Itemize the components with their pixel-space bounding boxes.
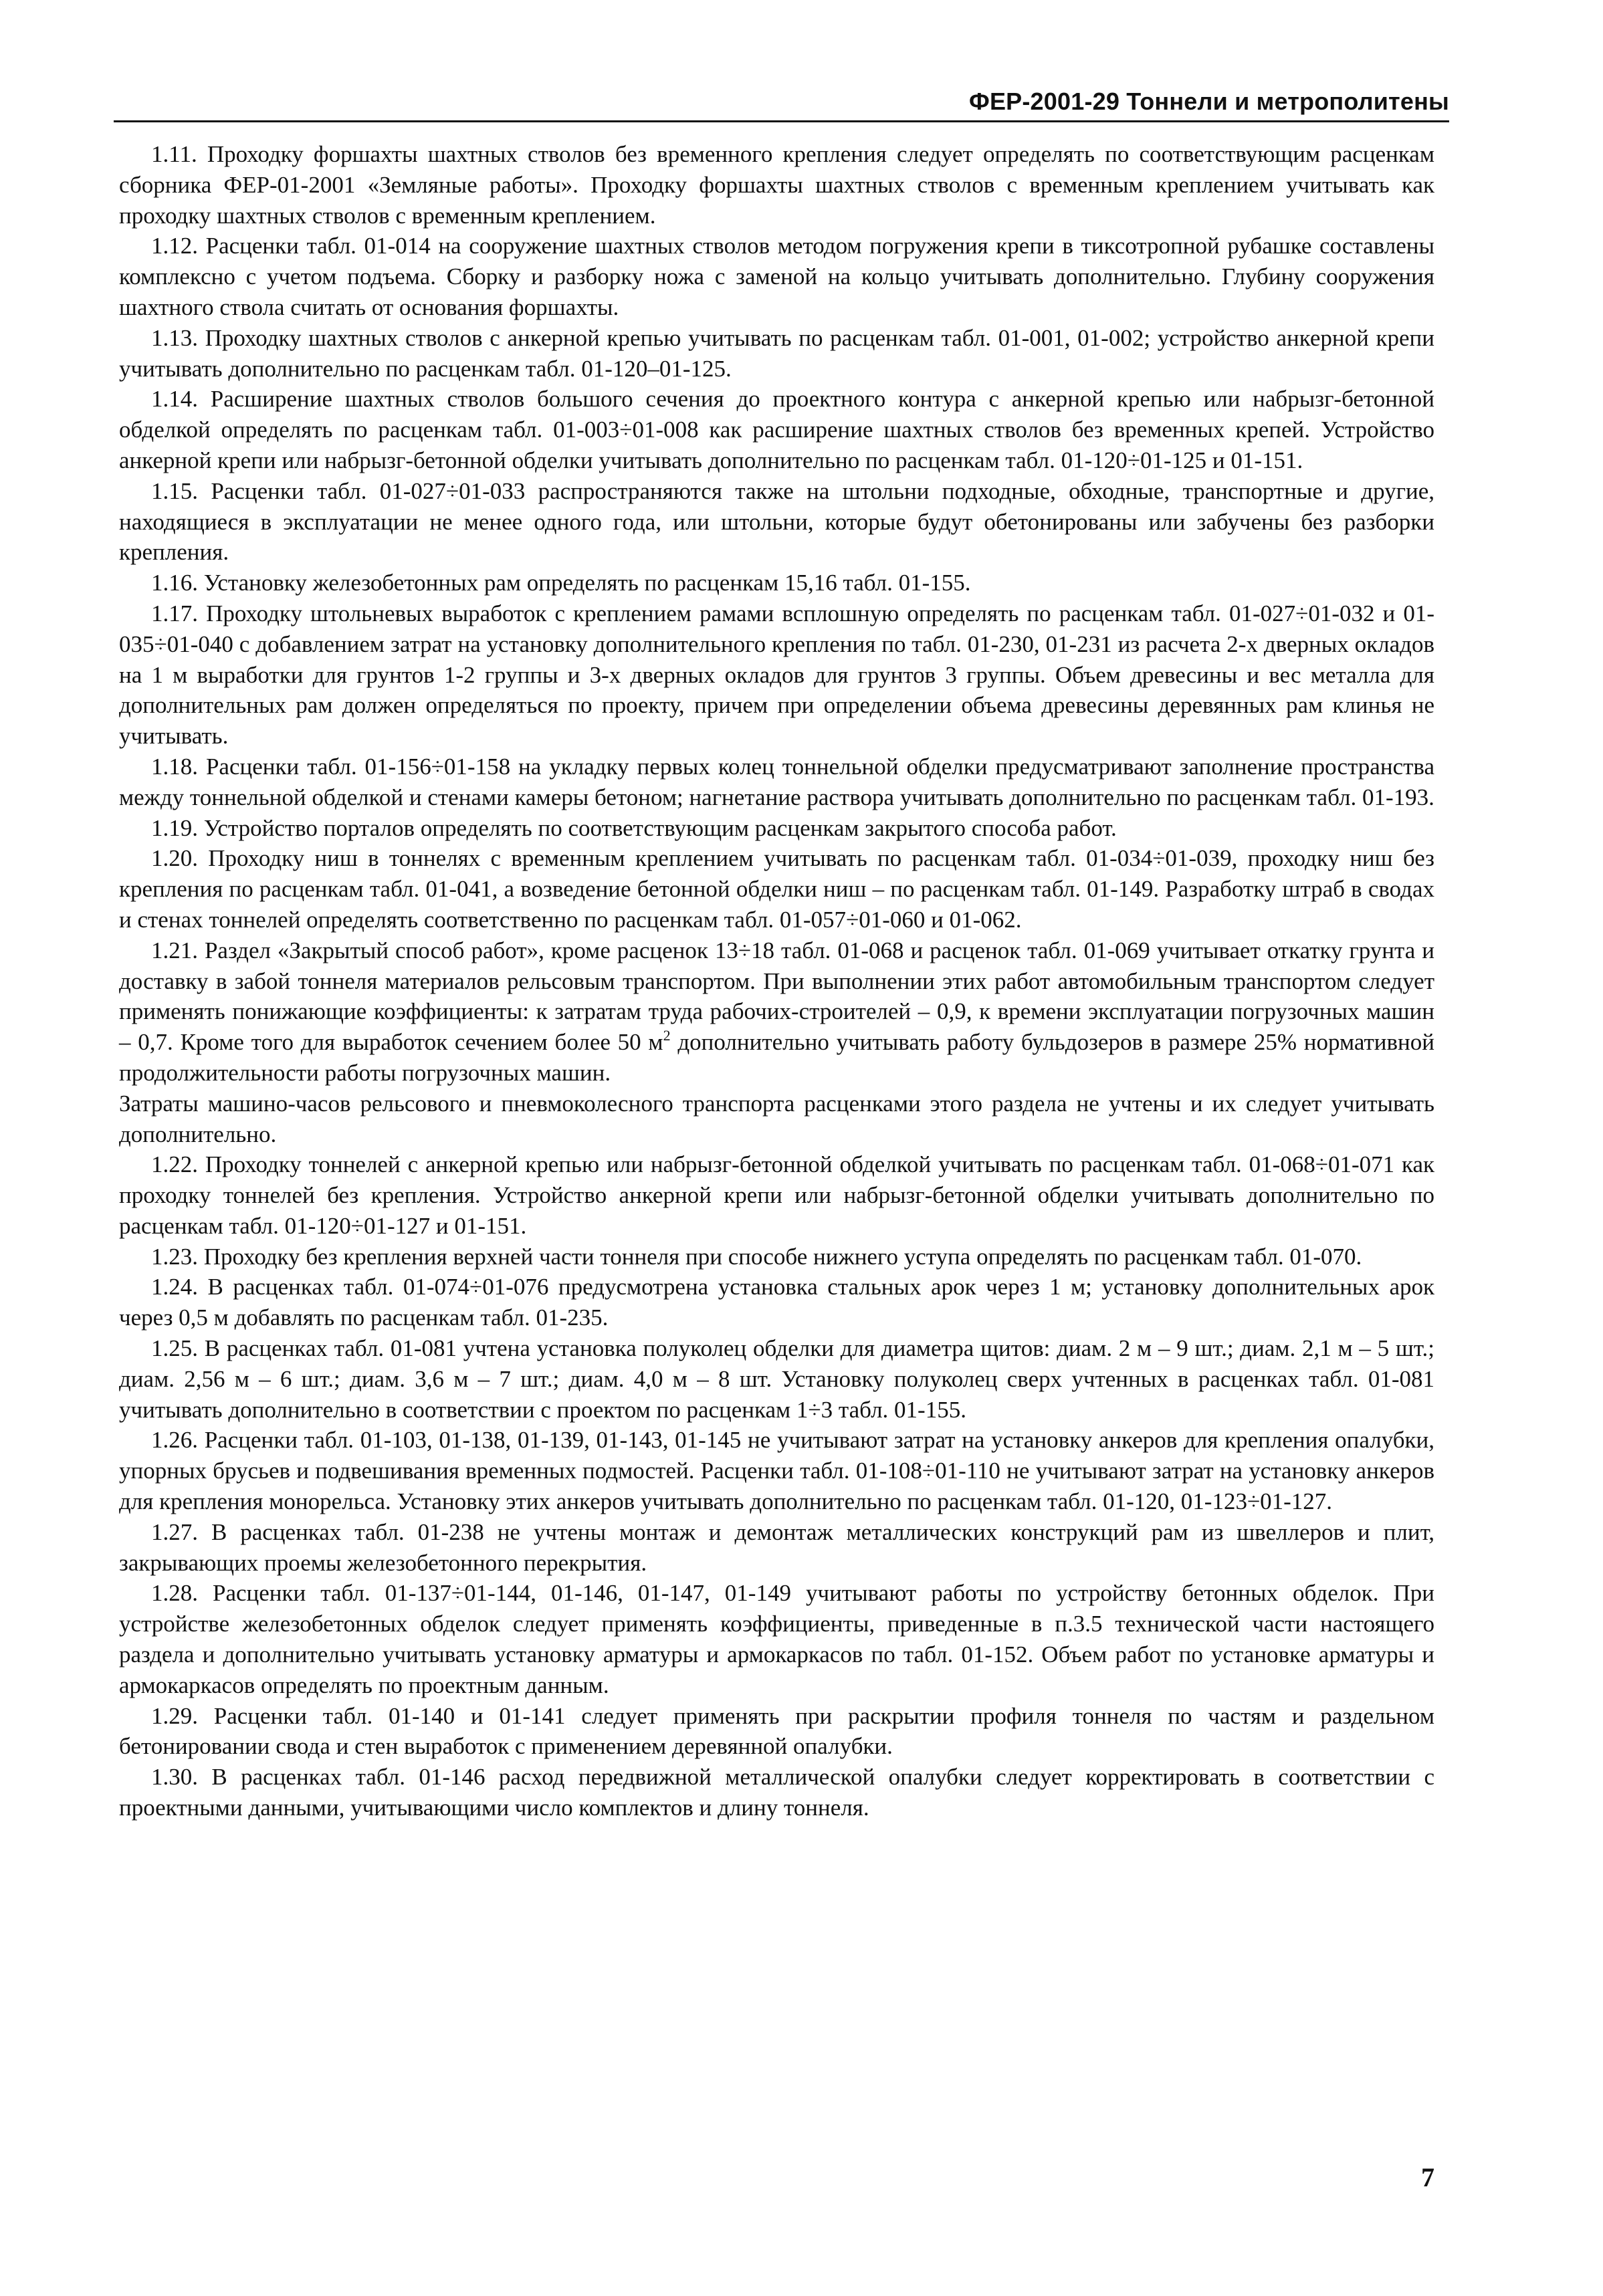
header-rule bbox=[114, 120, 1449, 122]
paragraph-1-13: 1.13. Проходку шахтных стволов с анкерной крепью учитывать по расценкам табл. 01-001, 01-002; устройство анкерной крепи учитывать дополнительно по расценкам табл. 01-120–01-125. bbox=[119, 324, 1434, 382]
paragraph-1-14: 1.14. Расширение шахтных стволов большого сечения до проектного контура с анкерной крепью или набрызг-бетонной обделкой определять по расценкам табл. 01-003÷01-008 как расширение шахтных стволов без временных крепей. Устройство анкерной крепи или набрызг-бетонной обделки учитывать дополнительно по расценкам табл. 01-120÷01-125 и 01-151. bbox=[119, 386, 1434, 473]
paragraph-1-29: 1.29. Расценки табл. 01-140 и 01-141 следует применять при раскрытии профиля тоннеля по частям и раздельном бетонировании свода и стен выработок с применением деревянной опалубки. bbox=[119, 1702, 1434, 1760]
paragraph-1-27: 1.27. В расценках табл. 01-238 не учтены монтаж и демонтаж металлических конструкций рам из швеллеров и плит, закрывающих проемы железобетонного перекрытия. bbox=[119, 1518, 1434, 1576]
paragraph-1-22: 1.22. Проходку тоннелей с анкерной крепью или набрызг-бетонной обделкой учитывать по расценкам табл. 01-068÷01-071 как проходку тоннелей без крепления. Устройство анкерной крепи или набрызг-бетонной обделки учитывать дополнительно по расценкам табл. 01-120÷01-127 и 01-151. bbox=[119, 1151, 1434, 1239]
paragraph-1-24: 1.24. В расценках табл. 01-074÷01-076 предусмотрена установка стальных арок через 1 м; установку дополнительных арок через 0,5 м добавлять по расценкам табл. 01-235. bbox=[119, 1274, 1434, 1331]
paragraph-1-19: 1.19. Устройство порталов определять по соответствующим расценкам закрытого способа работ. bbox=[151, 814, 1117, 841]
paragraph-1-26: 1.26. Расценки табл. 01-103, 01-138, 01-139, 01-143, 01-145 не учитывают затрат на установку анкеров для крепления опалубки, упорных брусьев и подвешивания временных подмостей. Расценки табл. 01-108÷01-110 не учитывают затрат на установку анкеров для крепления монорельса. Установку этих анкеров учитывать дополнительно по расценкам табл. 01-120, 01-123÷01-127. bbox=[119, 1427, 1434, 1515]
paragraph-1-21-continuation: Затраты машино-часов рельсового и пневмоколесного транспорта расценками этого раздела не учтены и их следует учитывать дополнительно. bbox=[119, 1090, 1434, 1147]
paragraph-1-17: 1.17. Проходку штольневых выработок с креплением рамами всплошную определять по расценкам табл. 01-027÷01-032 и 01-035÷01-040 с добавлением затрат на установку дополнительного крепления по табл. 01-230, 01-231 из расчета 2-х дверных окладов на 1 м выработки для грунтов 1-2 группы и 3-х дверных окладов для грунтов 3 группы. Объем древесины и вес металла для дополнительных рам должен определяться по проекту, причем при определении объема древесины деревянных рам клинья не учитывать. bbox=[119, 600, 1434, 750]
paragraph-1-28: 1.28. Расценки табл. 01-137÷01-144, 01-146, 01-147, 01-149 учитывают работы по устройству бетонных обделок. При устройстве железобетонных обделок следует применять коэффициенты, приведенные в п.3.5 технической части настоящего раздела и дополнительно учитывать установку арматуры и армокаркасов по табл. 01-152. Объем работ по установке арматуры и армокаркасов определять по проектным данным. bbox=[119, 1580, 1434, 1698]
paragraph-1-25: 1.25. В расценках табл. 01-081 учтена установка полуколец обделки для диаметра щитов: диам. 2 м – 9 шт.; диам. 2,1 м – 5 шт.; диам. 2,56 м – 6 шт.; диам. 3,6 м – 7 шт.; диам. 4,0 м – 8 шт. Установку полуколец сверх учтенных в расценках табл. 01-081 учитывать дополнительно в соответствии с проектом по расценкам 1÷3 табл. 01-155. bbox=[119, 1335, 1434, 1423]
document-body bbox=[119, 139, 1434, 1823]
superscript-squared: 2 bbox=[663, 1027, 671, 1044]
paragraph-1-21-text-end: дополнительно учитывать работу бульдозеров в размере 25% нормативной продолжительности работы погрузочных машин. bbox=[119, 1029, 1435, 1086]
paragraph-1-21-text: 1.21. Раздел «Закрытый способ работ», кроме расценок 13÷18 табл. 01-068 и расценок табл. 01-069 учитывает откатку грунта и доставку в забой тоннеля материалов рельсовым транспортом. При выполнении этих работ автомобильным транспортом следует применять понижающие коэффициенты: к затратам труда рабочих-строителей – 0,9, к времени эксплуатации погрузочных машин – 0,7. Кроме того для выработок сечением более 50 м bbox=[119, 937, 1434, 1056]
running-header: ФЕР-2001-29 Тоннели и метрополитены bbox=[969, 88, 1449, 115]
paragraph-1-15: 1.15. Расценки табл. 01-027÷01-033 распространяются также на штольни подходные, обходные, транспортные и другие, находящиеся в эксплуатации не менее одного года, или штольни, которые будут обетонированы или забучены без разборки крепления. bbox=[119, 477, 1434, 566]
paragraph-1-18: 1.18. Расценки табл. 01-156÷01-158 на укладку первых колец тоннельной обделки предусматривают заполнение пространства между тоннельной обделкой и стенами камеры бетоном; нагнетание раствора учитывать дополнительно по расценкам табл. 01-193. bbox=[119, 753, 1434, 810]
paragraph-1-12: 1.12. Расценки табл. 01-014 на сооружение шахтных стволов методом погружения крепи в тиксотропной рубашке составлены комплексно с учетом подъема. Сборку и разборку ножа с заменой на кольцо учитывать дополнительно. Глубину сооружения шахтного ствола считать от основания форшахты. bbox=[119, 233, 1434, 320]
paragraph-1-11: 1.11. Проходку форшахты шахтных стволов без временного крепления следует определять по соответствующим расценкам сборника ФЕР-01-2001 «Земляные работы». Проходку форшахты шахтных стволов с временным креплением учитывать как проходку шахтных стволов с временным креплением. bbox=[119, 141, 1434, 229]
page-number: 7 bbox=[1421, 2162, 1434, 2192]
paragraph-1-21 bbox=[119, 935, 1434, 1088]
paragraph-1-30: 1.30. В расценках табл. 01-146 расход передвижной металлической опалубки следует корректировать в соответствии с проектными данными, учитывающими число комплектов и длину тоннеля. bbox=[119, 1764, 1434, 1821]
paragraph-1-23: 1.23. Проходку без крепления верхней части тоннеля при способе нижнего уступа определять по расценкам табл. 01-070. bbox=[151, 1243, 1362, 1270]
paragraph-1-16: 1.16. Установку железобетонных рам определять по расценкам 15,16 табл. 01-155. bbox=[151, 570, 971, 596]
paragraph-1-20: 1.20. Проходку ниш в тоннелях с временным креплением учитывать по расценкам табл. 01-034÷01-039, проходку ниш без крепления по расценкам табл. 01-041, а возведение бетонной обделки ниш – по расценкам табл. 01-149. Разработку штраб в сводах и стенах тоннелей определять соответственно по расценкам табл. 01-057÷01-060 и 01-062. bbox=[119, 845, 1434, 933]
